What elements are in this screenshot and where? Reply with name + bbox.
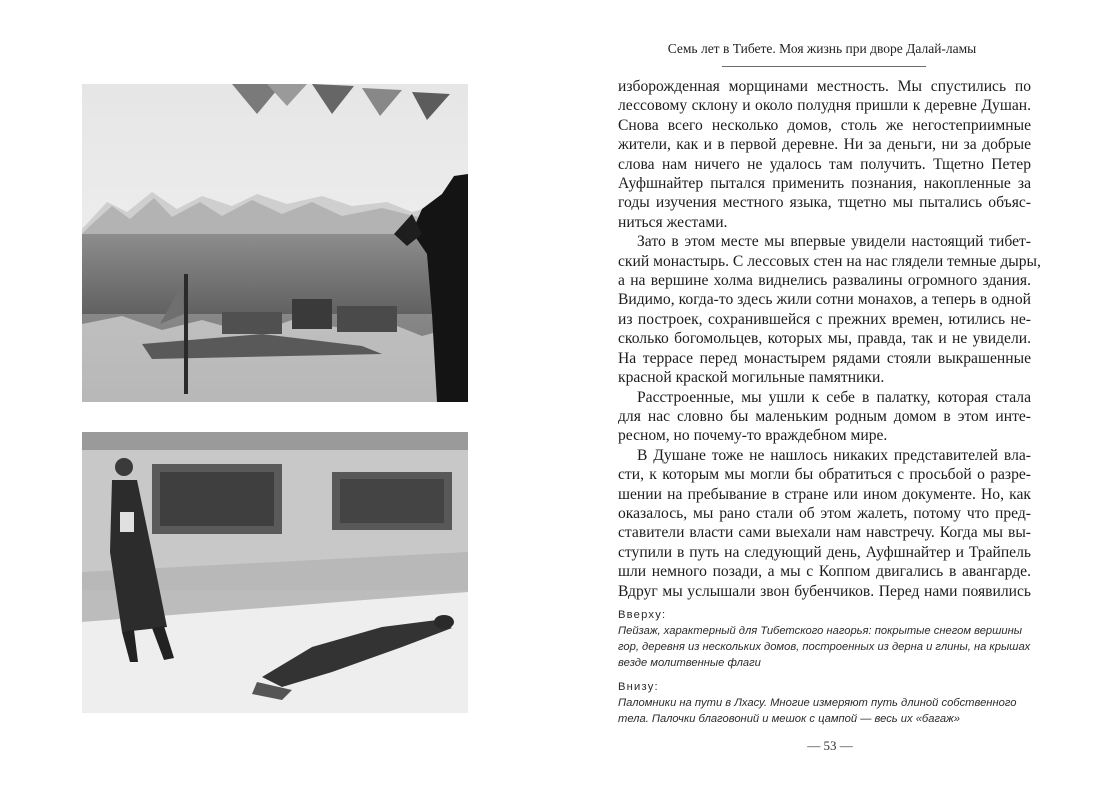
- text-line: Зато в этом месте мы впервые увидели настоящий тибет-: [637, 233, 1031, 251]
- body-text: [618, 77, 1041, 601]
- header-rule: [722, 66, 926, 67]
- text-line: шении на пребывание в стране или ином документе. Но, как: [618, 485, 1031, 503]
- photo-captions: [618, 607, 1038, 727]
- caption-bottom-line: Паломники на пути в Лхасу. Многие измеряют путь длиной собственного: [618, 697, 1017, 709]
- text-line: В Душане тоже не нашлось никаких представителей вла-: [637, 446, 1031, 464]
- text-line: ступили в путь на следующий день, Ауфшнайтер и Трайпель: [618, 543, 1031, 561]
- running-head: Семь лет в Тибете. Моя жизнь при дворе Далай-ламы: [667, 41, 977, 56]
- page-number: — 53 —: [807, 738, 853, 753]
- text-line: Вдруг мы услышали звон бубенчиков. Перед нами появились: [618, 582, 1031, 600]
- caption-top-line: везде молитвенные флаги: [618, 657, 761, 669]
- text-line: сколько богомольцев, которых мы, правда, так и не увидели.: [618, 330, 1031, 348]
- pilgrims-photo: [82, 432, 468, 713]
- text-line: ский монастырь. С лессовых стен на нас глядели темные дыры,: [618, 252, 1041, 270]
- caption-bottom-label: Внизу:: [618, 681, 659, 693]
- caption-top-line: гор, деревня из нескольких домов, построенных из дерна и глины, на крышах: [618, 641, 1031, 653]
- text-line: а на вершине холма виднелись развалины огромного здания.: [618, 272, 1031, 290]
- text-line: сти, к которым мы могли бы обратиться с просьбой о разре-: [618, 466, 1031, 484]
- text-line: оказалось, мы рано стали об этом жалеть, потому что пред-: [618, 504, 1031, 522]
- text-line: для нас словно бы маленьким родным домом в этом инте-: [618, 407, 1031, 425]
- text-line: слова нам ничего не удалось там получить. Тщетно Петер: [618, 155, 1031, 173]
- caption-top-label: Вверху:: [618, 609, 667, 621]
- landscape-photo: [82, 84, 468, 402]
- text-line: годы изучения местного языка, тщетно мы пытались объяс-: [618, 194, 1031, 212]
- text-line: шли немного позади, а мы с Коппом двигались в авангарде.: [618, 563, 1031, 581]
- text-line: На террасе перед монастырем рядами стояли выкрашенные: [618, 349, 1031, 367]
- text-line: лессовому склону и около полудня пришли к деревне Душан.: [618, 97, 1031, 115]
- text-line: изборожденная морщинами местность. Мы спустились по: [618, 78, 1031, 95]
- caption-top-line: Пейзаж, характерный для Тибетского нагорья: покрытые снегом вершины: [618, 625, 1023, 637]
- text-line: жители, как и в первой деревне. Ни за деньги, ни за добрые: [618, 136, 1031, 154]
- text-line: Снова всего несколько домов, столь же негостеприимные: [618, 116, 1031, 134]
- text-line: ресном, но почему-то враждебном мире.: [618, 427, 888, 445]
- text-line: Видимо, когда-то здесь жили сотни монахов, а теперь в одной: [618, 291, 1031, 309]
- text-line: Расстроенные, мы ушли к себе в палатку, которая стала: [637, 388, 1031, 406]
- text-line: Ауфшнайтер пытался применить познания, накопленные за: [618, 175, 1031, 193]
- text-line: из построек, сохранившейся с прежних времен, ютились не-: [618, 310, 1031, 328]
- text-line: ниться жестами.: [618, 213, 728, 231]
- text-line: ставители власти сами выехали нам навстречу. Когда мы вы-: [618, 524, 1031, 542]
- caption-bottom-line: тела. Палочки благовоний и мешок с цампой — весь их «багаж»: [618, 713, 960, 725]
- text-line: красной краской могильные памятники.: [618, 369, 885, 387]
